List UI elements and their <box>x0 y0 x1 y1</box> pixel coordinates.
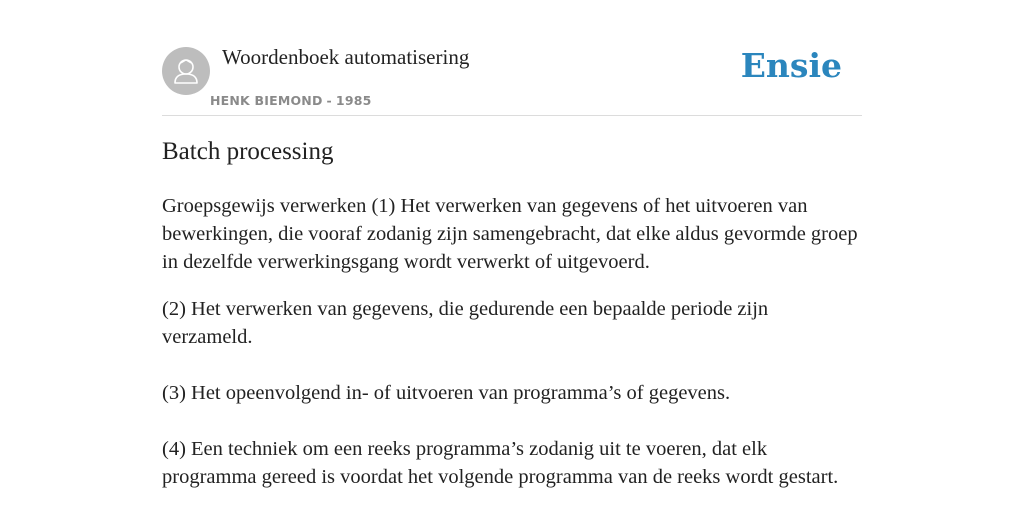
header <box>162 0 862 116</box>
publication-year: 1985 <box>335 93 372 108</box>
author-name[interactable]: HENK BIEMOND <box>210 93 323 108</box>
entry-term: Batch processing <box>162 138 334 165</box>
entry-definition <box>162 192 862 491</box>
ensie-logo-link[interactable]: Ensie <box>740 46 842 85</box>
meta-separator: - <box>326 93 332 108</box>
definition-paragraph: (3) Het opeenvolgend in- of uitvoeren van programma’s of gegevens. <box>162 382 731 404</box>
user-icon <box>162 47 210 95</box>
author-meta <box>210 93 372 108</box>
definition-paragraph: (4) Een techniek om een reeks programma’s zodanig uit te voeren, dat elk programma gereed is voordat het volgende programma van de reeks wordt gestart. <box>162 438 839 488</box>
content-container <box>162 0 862 488</box>
definition-paragraph: (2) Het verwerken van gegevens, die gedurende een bepaalde periode zijn verzameld. <box>162 298 769 348</box>
definition-paragraph: Groepsgewijs verwerken (1) Het verwerken van gegevens of het uitvoeren van bewerkingen, die vooraf zodanig zijn samengebracht, dat elke aldus gevormde groep in dezelfde verwerkingsgang wordt verwerkt of uitgevoerd. <box>162 195 858 273</box>
author-avatar[interactable] <box>162 47 210 95</box>
book-title-link[interactable]: Woordenboek automatisering <box>222 45 470 69</box>
